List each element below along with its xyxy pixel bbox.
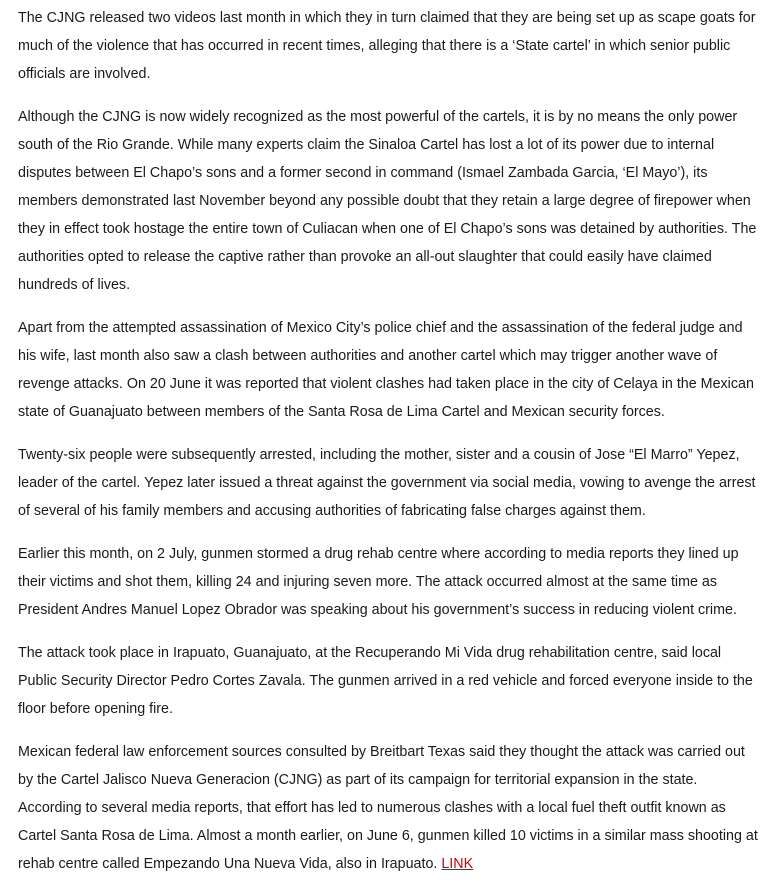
article-paragraph-5: Earlier this month, on 2 July, gunmen stormed a drug rehab centre where according to media reports they lined up their victims and shot them, killing 24 and injuring seven more. The attack occurred almost at the same time as President Andres Manuel Lopez Obrador was speaking about his government’s success in reducing violent crime.: [18, 546, 739, 618]
article-paragraph-2: Although the CJNG is now widely recognized as the most powerful of the cartels, it is by no means the only power south of the Rio Grande. While many experts claim the Sinaloa Cartel has lost a lot of its power due to internal disputes between El Chapo’s sons and a former second in command (Ismael Zambada Garcia, ‘El Mayo’), its members demonstrated last November beyond any possible doubt that they retain a large degree of firepower when they in effect took hostage the entire town of Culiacan when one of El Chapo’s sons was detained by authorities. The authorities opted to release the captive rather than provoke an all-out slaughter that could easily have claimed hundreds of lives.: [18, 109, 757, 293]
source-link[interactable]: LINK: [441, 856, 474, 872]
article-paragraph-7-text: Mexican federal law enforcement sources consulted by Breitbart Texas said they thought the attack was carried out by the Cartel Jalisco Nueva Generacion (CJNG) as part of its campaign for territorial expansion in the state. According to several media reports, that effort has led to numerous clashes with a local fuel theft outfit known as Cartel Santa Rosa de Lima. Almost a month earlier, on June 6, gunmen killed 10 victims in a similar mass shooting at rehab centre called Empezando Una Nueva Vida, also in Irapuato.: [18, 744, 758, 872]
article-paragraph-7: [18, 738, 758, 878]
article-paragraph-1: The CJNG released two videos last month in which they in turn claimed that they are being set up as scape goats for much of the violence that has occurred in recent times, alleging that there is a ‘State cartel’ in which senior public officials are involved.: [18, 10, 756, 82]
article-paragraph-4: Twenty-six people were subsequently arrested, including the mother, sister and a cousin of Jose “El Marro” Yepez, leader of the cartel. Yepez later issued a threat against the government via social media, vowing to avenge the arrest of several of his family members and accusing authorities of fabricating false charges against them.: [18, 447, 756, 519]
article-paragraph-6: The attack took place in Irapuato, Guanajuato, at the Recuperando Mi Vida drug rehabilitation centre, said local Public Security Director Pedro Cortes Zavala. The gunmen arrived in a red vehicle and forced everyone inside to the floor before opening fire.: [18, 645, 753, 717]
article-paragraph-3: Apart from the attempted assassination of Mexico City’s police chief and the assassination of the federal judge and his wife, last month also saw a clash between authorities and another cartel which may trigger another wave of revenge attacks. On 20 June it was reported that violent clashes had taken place in the city of Celaya in the Mexican state of Guanajuato between members of the Santa Rosa de Lima Cartel and Mexican security forces.: [18, 320, 754, 420]
